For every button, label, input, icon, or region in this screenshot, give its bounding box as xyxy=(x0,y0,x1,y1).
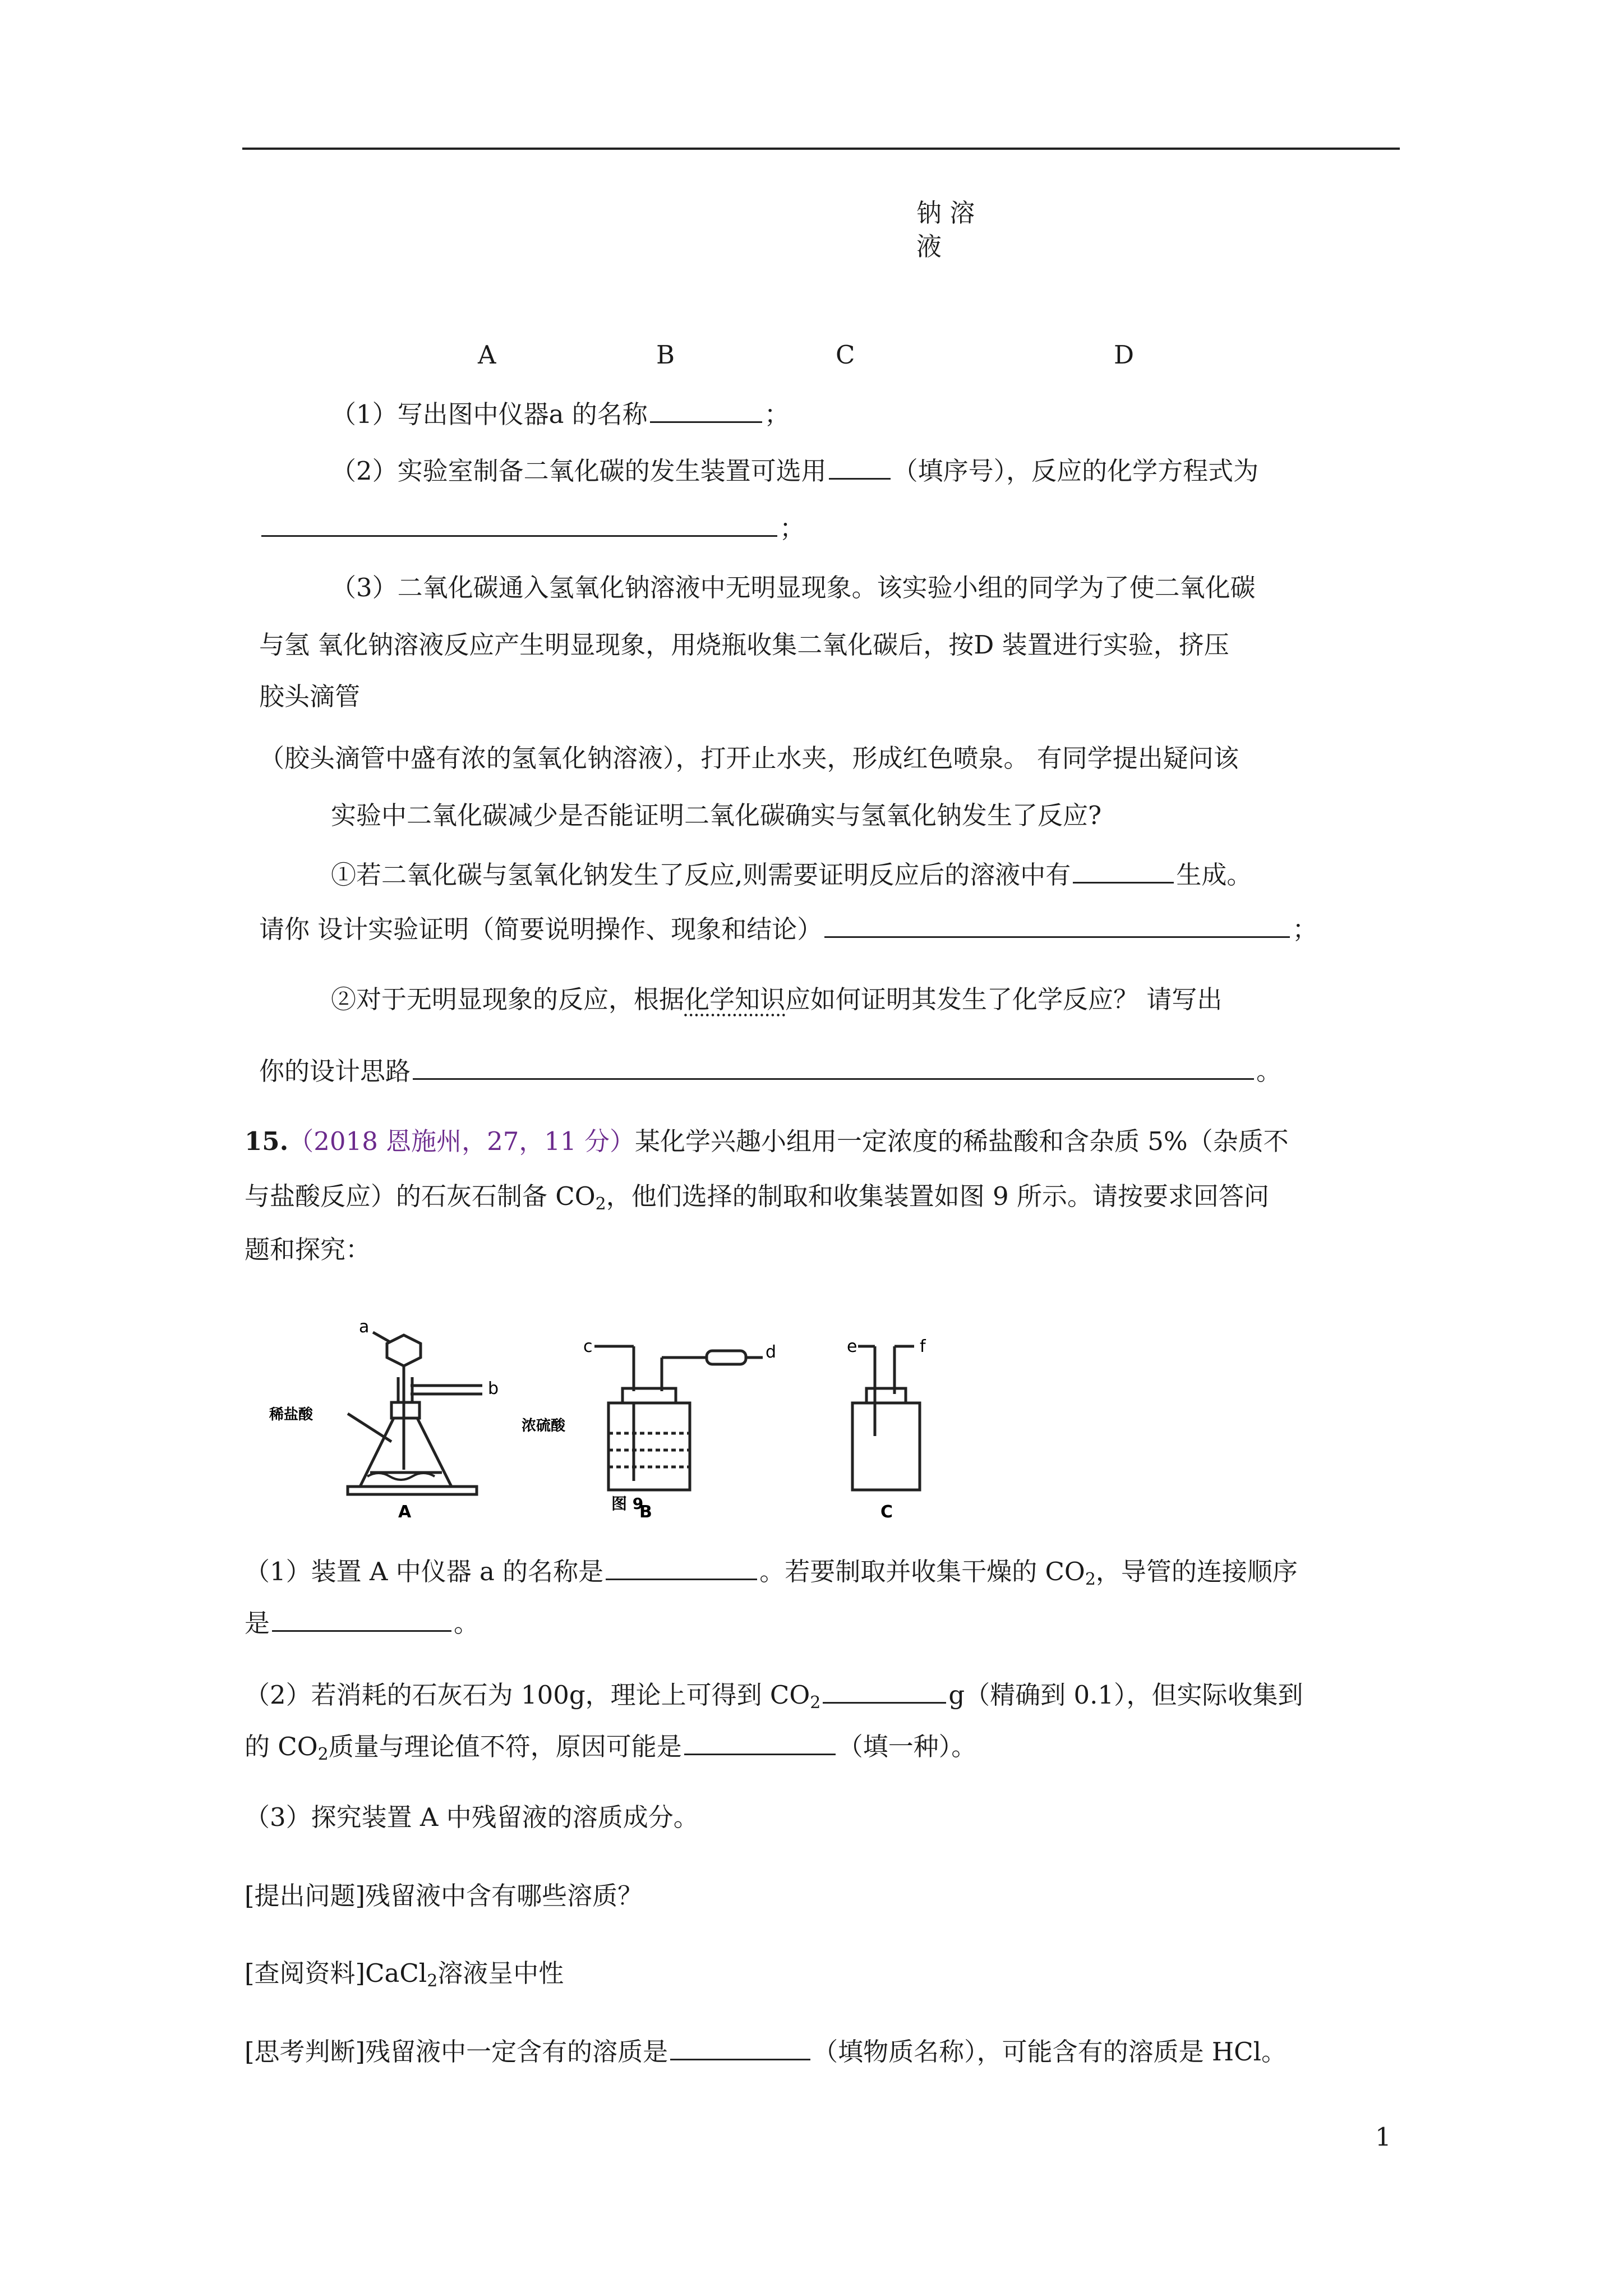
q15-think-blank[interactable] xyxy=(670,2034,810,2060)
q14-c1-blank-b[interactable] xyxy=(824,912,1290,938)
q14-c1-line2: 请你 设计实验证明（简要说明操作、现象和结论） ； xyxy=(259,912,1317,946)
q15-think: [思考判断]残留液中一定含有的溶质是 （填物质名称），可能含有的溶质是 HCl。 xyxy=(245,2034,1287,2069)
q14-part3-line4: （胶头滴管中盛有浓的氢氧化钠溶液），打开止水夹，形成红色喷泉。 有同学提出疑问该 xyxy=(259,743,1239,773)
figure-caption: 图 9 xyxy=(611,1494,644,1513)
header-rule xyxy=(242,148,1400,150)
q15-sub2-line1: （2）若消耗的石灰石为 100g，理论上可得到 $CO_2$ g（精确到 0.1），但实际收集到 xyxy=(245,1677,1303,1720)
label-apparatus-c: C xyxy=(880,1502,893,1520)
q14-part1: （1）写出图中仪器a 的名称 ； xyxy=(331,397,790,431)
page-number: 1 xyxy=(1375,2122,1391,2152)
q15-sub2-blank-a[interactable] xyxy=(823,1677,946,1704)
q14-part3-line5: 实验中二氧化碳减少是否能证明二氧化碳确实与氢氧化钠发生了反应? xyxy=(331,800,1102,830)
q14-c1-blank-a[interactable] xyxy=(1073,857,1174,884)
q14-c1-line1: ①若二氧化碳与氢氧化钠发生了反应,则需要证明反应后的溶液中有 生成。 xyxy=(331,857,1252,892)
q14-c2-line2: 你的设计思路 。 xyxy=(259,1053,1281,1088)
q15-sub3: （3）探究装置 A 中残留液的溶质成分。 xyxy=(245,1802,699,1832)
label-d: d xyxy=(766,1342,777,1362)
fragment-line2: 液 xyxy=(916,232,942,261)
label-b: b xyxy=(488,1379,499,1398)
q14-part2: （2）实验室制备二氧化碳的发生装置可选用 （填序号），反应的化学方程式为 xyxy=(331,453,1258,488)
label-a: a xyxy=(359,1317,370,1337)
q15-sub1-blank-b[interactable] xyxy=(272,1605,451,1632)
q15-sub2-line2: 的 $CO_2$质量与理论值不符，原因可能是 （填一种）。 xyxy=(245,1729,976,1772)
q15-sub1-line1: （1）装置 A 中仪器 a 的名称是 。若要制取并收集干燥的 $CO_2$，导管的连接顺序 xyxy=(245,1554,1298,1596)
q14-c2-blank[interactable] xyxy=(413,1053,1254,1080)
q15-intro-line1: 15.（2018 恩施州，27，11 分）某化学兴趣小组用一定浓度的稀盐酸和含杂质 5%（杂质不 xyxy=(245,1126,1289,1156)
q15-sub1-line2: 是 。 xyxy=(245,1605,479,1640)
q14-part2-equation-line: ； xyxy=(259,510,805,545)
label-c: c xyxy=(583,1337,593,1356)
figure-label-b: B xyxy=(656,340,675,370)
q14-part3-line3: 胶头滴管 xyxy=(259,682,361,711)
figure-label-d: D xyxy=(1114,340,1135,370)
label-conc-h2so4: 浓硫酸 xyxy=(522,1418,566,1434)
label-e: e xyxy=(847,1337,857,1356)
label-apparatus-a: A xyxy=(398,1502,412,1520)
q15-ask: [提出问题]残留液中含有哪些溶质？ xyxy=(245,1881,643,1911)
q15-sub1-blank-a[interactable] xyxy=(606,1554,757,1580)
q14-part3-line1: （3）二氧化碳通入氢氧化钠溶液中无明显现象。该实验小组的同学为了使二氧化碳 xyxy=(331,573,1256,602)
figure-label-a: A xyxy=(478,340,496,370)
figure-9-apparatus xyxy=(264,1301,993,1520)
fragment-line1: 钠 溶 xyxy=(916,198,975,228)
figure-label-c: C xyxy=(836,340,855,370)
q15-sub2-blank-b[interactable] xyxy=(684,1729,836,1755)
q15-lookup: [查阅资料]CaCl$_2$溶液呈中性 xyxy=(245,1958,564,1991)
q14-part1-blank[interactable] xyxy=(650,397,762,423)
q14-c2-line1: ②对于无明显现象的反应，根据化学知识应如何证明其发生了化学反应？ 请写出 xyxy=(331,984,1223,1014)
label-f: f xyxy=(920,1337,926,1356)
q14-part3-line2: 与氢 氧化钠溶液反应产生明显现象，用烧瓶收集二氧化碳后，按D 装置进行实验，挤压 xyxy=(259,630,1229,660)
label-dilute-hcl: 稀盐酸 xyxy=(269,1406,313,1423)
q14-part2-blank-b[interactable] xyxy=(261,510,777,537)
q15-intro-line3: 题和探究： xyxy=(245,1235,371,1264)
q15-intro-line2: 与盐酸反应）的石灰石制备 $CO_2$，他们选择的制取和收集装置如图 9 所示。请按要求回答问 xyxy=(245,1181,1269,1214)
label-apparatus-b: B xyxy=(639,1502,652,1520)
q14-part2-blank-a[interactable] xyxy=(829,453,891,480)
